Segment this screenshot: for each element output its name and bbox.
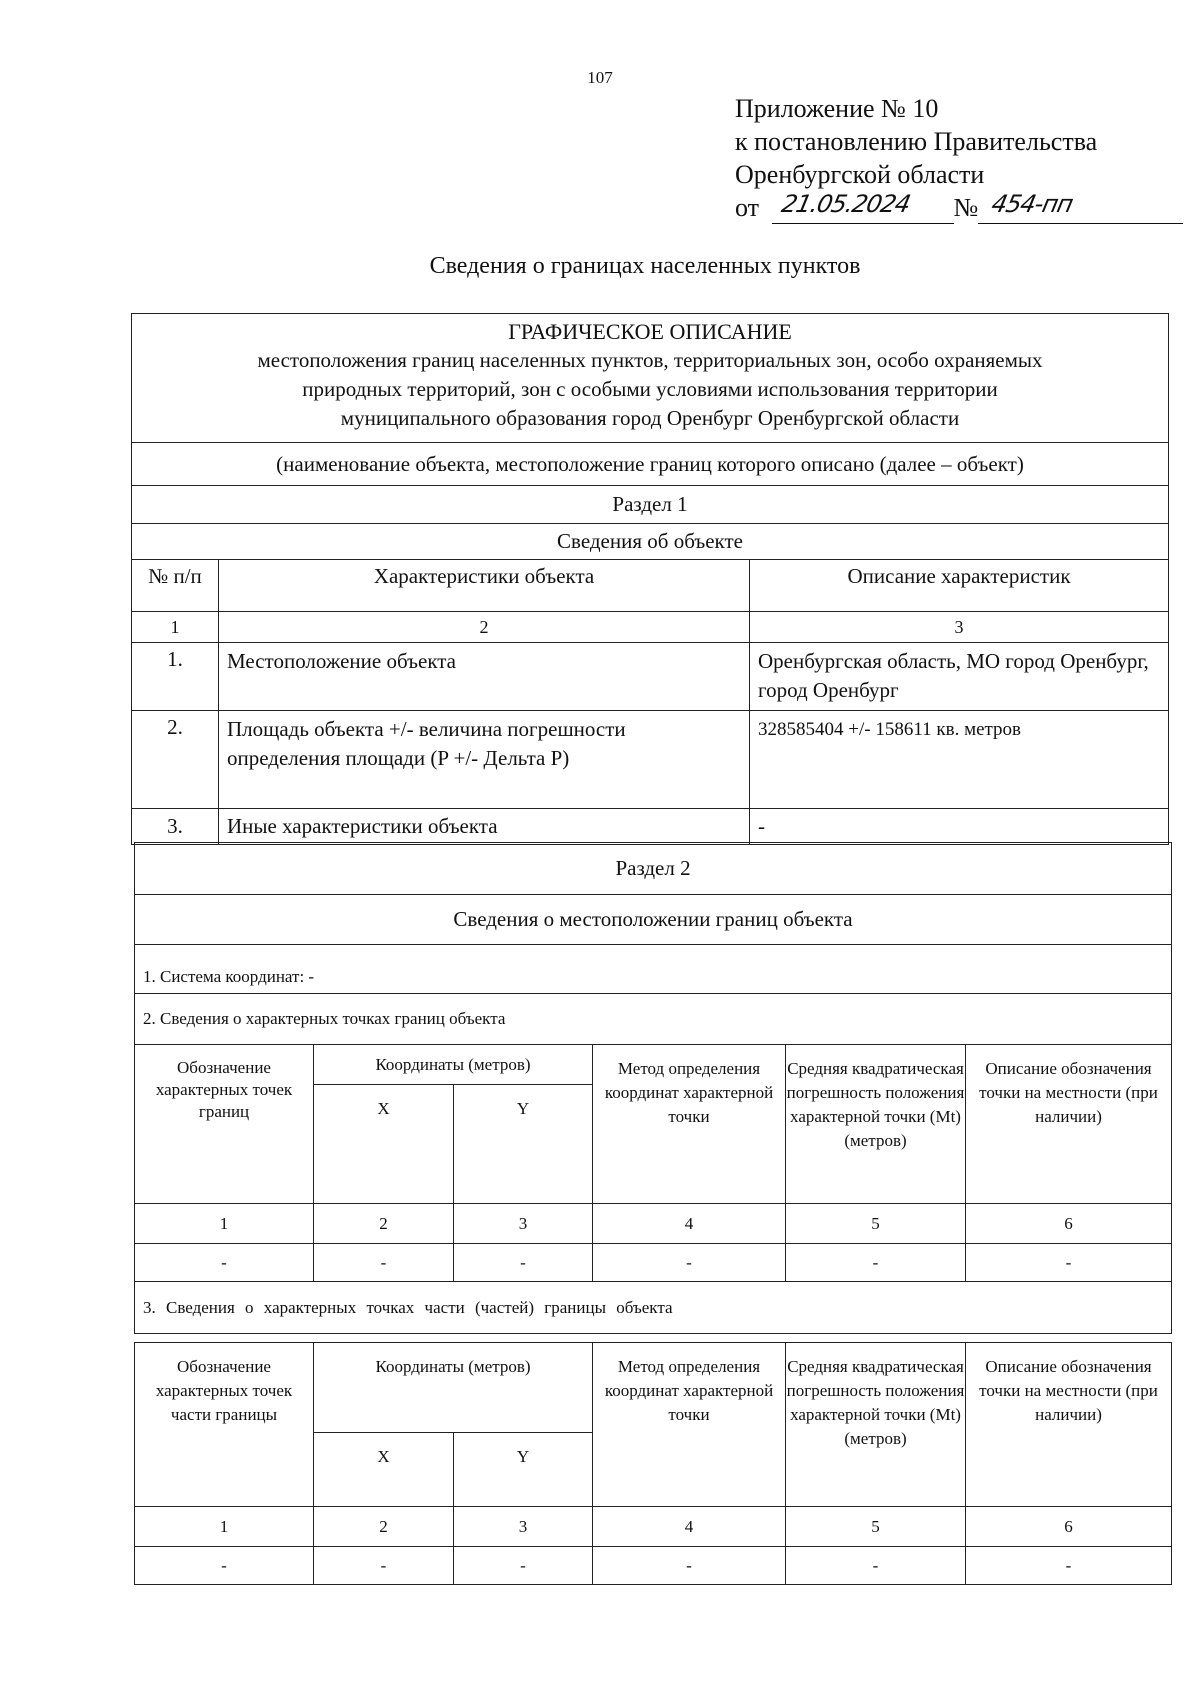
parts-points-table	[134, 1342, 1172, 1585]
appendix-date-line	[735, 191, 1183, 224]
section1-title: Раздел 1	[132, 486, 1169, 524]
col-number: 4	[593, 1507, 786, 1547]
section2-title: Раздел 2	[135, 843, 1172, 895]
row-description: 328585404 +/- 158611 кв. метров	[750, 711, 1169, 809]
header-title: ГРАФИЧЕСКОЕ ОПИСАНИЕ	[508, 319, 792, 344]
col-header-y: Y	[454, 1085, 593, 1204]
cell-value: -	[454, 1244, 593, 1282]
col-header-coordinates: Координаты (метров)	[314, 1343, 593, 1433]
row-number: 3.	[132, 809, 219, 845]
col-number: 1	[135, 1507, 314, 1547]
parts-section-title: 3. Сведения о характерных точках части (частей) границы объекта	[135, 1282, 1172, 1334]
cell-value: -	[314, 1547, 454, 1585]
page-number: 107	[587, 68, 613, 87]
col-header-error: Средняя квадратическая погрешность положения характерной точки (Mt) (метров)	[786, 1343, 966, 1507]
document-title: Сведения о границах населенных пунктов	[429, 253, 861, 279]
col-header-x: X	[314, 1433, 454, 1507]
col-number: 3	[750, 612, 1169, 643]
col-header-designation: Обозначение характерных точек части границы	[135, 1343, 314, 1507]
graphic-description-header	[132, 314, 1169, 443]
col-number: 6	[966, 1204, 1172, 1244]
row-number: 2.	[132, 711, 219, 809]
col-header-x: X	[314, 1085, 454, 1204]
col-number: 5	[786, 1204, 966, 1244]
cell-value: -	[135, 1244, 314, 1282]
row-number: 1.	[132, 643, 219, 711]
section2-table	[134, 842, 1172, 1334]
row-characteristic: Местоположение объекта	[219, 643, 750, 711]
appendix-block	[735, 92, 1183, 224]
cell-value: -	[966, 1244, 1172, 1282]
col-number: 3	[454, 1507, 593, 1547]
col-number: 2	[219, 612, 750, 643]
row-characteristic: Площадь объекта +/- величина погрешности определения площади (P +/- Дельта P)	[219, 711, 750, 809]
col-number: 3	[454, 1204, 593, 1244]
col-number: 1	[135, 1204, 314, 1244]
header-subtitle-line1: местоположения границ населенных пунктов, территориальных зон, особо охраняемых	[257, 348, 1043, 372]
cell-value: -	[135, 1547, 314, 1585]
col-header-method: Метод определения координат характерной точки	[593, 1045, 786, 1204]
col-number: 5	[786, 1507, 966, 1547]
appendix-line-region: Оренбургской области	[735, 160, 985, 189]
col-header-characteristics: Характеристики объекта	[219, 560, 750, 612]
appendix-line-resolution: к постановлению Правительства	[735, 127, 1098, 156]
number-label: №	[953, 193, 979, 222]
from-label: от	[735, 193, 760, 222]
row-description: -	[750, 809, 1169, 845]
row-characteristic: Иные характеристики объекта	[219, 809, 750, 845]
cell-value: -	[454, 1547, 593, 1585]
cell-value: -	[786, 1244, 966, 1282]
section1-subtitle: Сведения об объекте	[132, 524, 1169, 560]
col-header-number: № п/п	[132, 560, 219, 612]
handwritten-date: 21.05.2024	[778, 190, 913, 218]
appendix-title: Приложение № 10	[735, 94, 939, 123]
header-subtitle-line2: природных территорий, зон с особыми условиями использования территории	[302, 377, 998, 401]
table-row	[132, 643, 1169, 711]
col-number: 6	[966, 1507, 1172, 1547]
table-row	[132, 711, 1169, 809]
cell-value: -	[314, 1244, 454, 1282]
number-field	[978, 190, 1183, 224]
coordinate-system: 1. Система координат: -	[135, 945, 1172, 994]
col-header-designation: Обозначение характерных точек границ	[135, 1045, 314, 1204]
section1-table	[131, 313, 1169, 845]
col-header-description: Описание характеристик	[750, 560, 1169, 612]
cell-value: -	[593, 1244, 786, 1282]
table-row	[135, 1244, 1172, 1282]
col-header-y: Y	[454, 1433, 593, 1507]
header-subtitle-line3: муниципального образования город Оренбург Оренбургской области	[340, 406, 960, 430]
date-field	[772, 190, 954, 224]
table-row	[135, 1547, 1172, 1585]
cell-value: -	[786, 1547, 966, 1585]
col-number: 4	[593, 1204, 786, 1244]
table-row	[132, 809, 1169, 845]
col-header-point-description: Описание обозначения точки на местности (при наличии)	[966, 1343, 1172, 1507]
col-number: 2	[314, 1507, 454, 1547]
cell-value: -	[966, 1547, 1172, 1585]
cell-value: -	[593, 1547, 786, 1585]
col-number: 1	[132, 612, 219, 643]
points-section-title: 2. Сведения о характерных точках границ объекта	[135, 994, 1172, 1045]
col-header-method: Метод определения координат характерной точки	[593, 1343, 786, 1507]
section2-subtitle: Сведения о местоположении границ объекта	[135, 895, 1172, 945]
col-header-point-description: Описание обозначения точки на местности (при наличии)	[966, 1045, 1172, 1204]
col-number: 2	[314, 1204, 454, 1244]
object-name-caption: (наименование объекта, местоположение границ которого описано (далее – объект)	[132, 443, 1169, 486]
col-header-error: Средняя квадратическая погрешность положения характерной точки (Mt) (метров)	[786, 1045, 966, 1204]
row-description: Оренбургская область, МО город Оренбург, город Оренбург	[750, 643, 1169, 711]
col-header-coordinates: Координаты (метров)	[314, 1045, 593, 1085]
handwritten-number: 454-пп	[989, 190, 1076, 218]
